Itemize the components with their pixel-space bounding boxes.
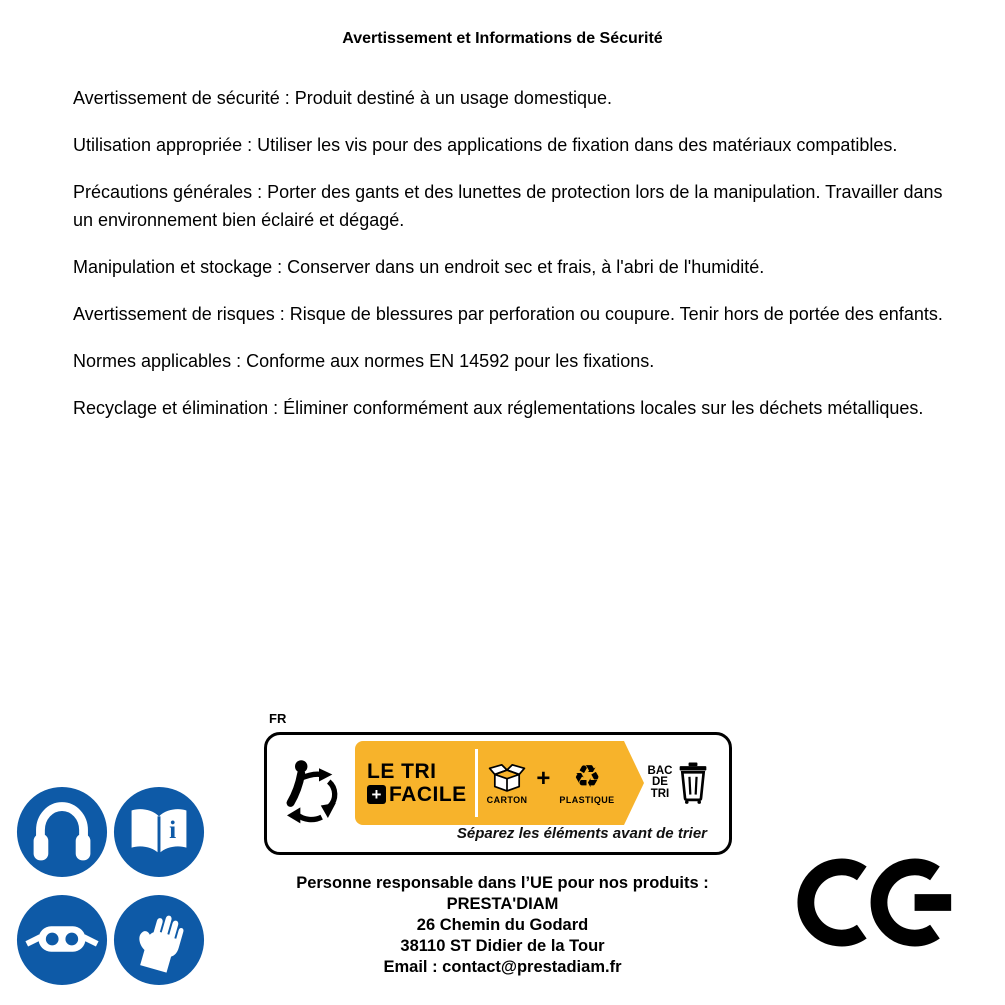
- city-address: 38110 ST Didier de la Tour: [400, 937, 605, 955]
- ear-protection-icon: [15, 785, 109, 879]
- plastique-label: PLASTIQUE: [559, 795, 615, 805]
- svg-text:i: i: [169, 814, 177, 844]
- paragraph-handling-storage: Manipulation et stockage : Conserver dans un endroit sec et frais, à l'abri de l'humidité.: [73, 257, 765, 277]
- infotri-band: [355, 741, 721, 825]
- safety-paragraphs: [73, 84, 967, 441]
- infotri-caption: Séparez les éléments avant de trier: [456, 825, 707, 842]
- sorting-band: [355, 741, 624, 825]
- carton-box-icon: [487, 761, 527, 793]
- responsible-person-line: Personne responsable dans l’UE pour nos produits :: [296, 874, 709, 892]
- material-carton: [478, 761, 537, 805]
- bac-de-tri: [644, 741, 710, 825]
- paragraph-general-precautions: Précautions générales : Porter des gants et des lunettes de protection lors de la manipulation. Travailler dans un environnement bien éclairé et dégagé.: [73, 182, 943, 230]
- carton-label: CARTON: [486, 795, 528, 805]
- infotri-logo: [264, 732, 732, 855]
- recycling-triangle-icon: ♻: [573, 759, 601, 795]
- paragraph-recycling: Recyclage et élimination : Éliminer conformément aux réglementations locales sur les déchets métalliques.: [73, 398, 924, 418]
- company-name: PRESTA'DIAM: [446, 895, 559, 913]
- paragraph-risk-warning: Avertissement de risques : Risque de blessures par perforation ou coupure. Tenir hors de portée des enfants.: [73, 304, 943, 324]
- le-tri-facile: [355, 760, 475, 806]
- plus-separator: +: [536, 765, 551, 792]
- material-plastique: [550, 761, 623, 805]
- le-tri-label: LE TRI: [367, 760, 437, 783]
- infotri-content: [355, 735, 729, 852]
- triman-icon: [267, 735, 355, 852]
- recycling-bin-icon: [677, 760, 709, 806]
- read-manual-icon: [112, 785, 206, 879]
- paragraph-appropriate-use: Utilisation appropriée : Utiliser les vis pour des applications de fixation dans des matériaux compatibles.: [73, 135, 898, 155]
- band-arrow-tip: [624, 741, 644, 825]
- fr-label: FR: [269, 711, 287, 726]
- street-address: 26 Chemin du Godard: [416, 916, 589, 934]
- facile-label: FACILE: [389, 783, 467, 806]
- paragraph-safety-warning: Avertissement de sécurité : Produit destiné à un usage domestique.: [73, 88, 612, 108]
- plus-box-icon: +: [367, 785, 386, 804]
- bac-de-tri-label: BAC DE TRI: [647, 764, 673, 800]
- paragraph-standards: Normes applicables : Conforme aux normes EN 14592 pour les fixations.: [73, 351, 655, 371]
- page-title: Avertissement et Informations de Sécurité: [342, 30, 663, 47]
- ce-marking-icon: [796, 853, 964, 957]
- contact-email: Email : contact@prestadiam.fr: [383, 958, 622, 976]
